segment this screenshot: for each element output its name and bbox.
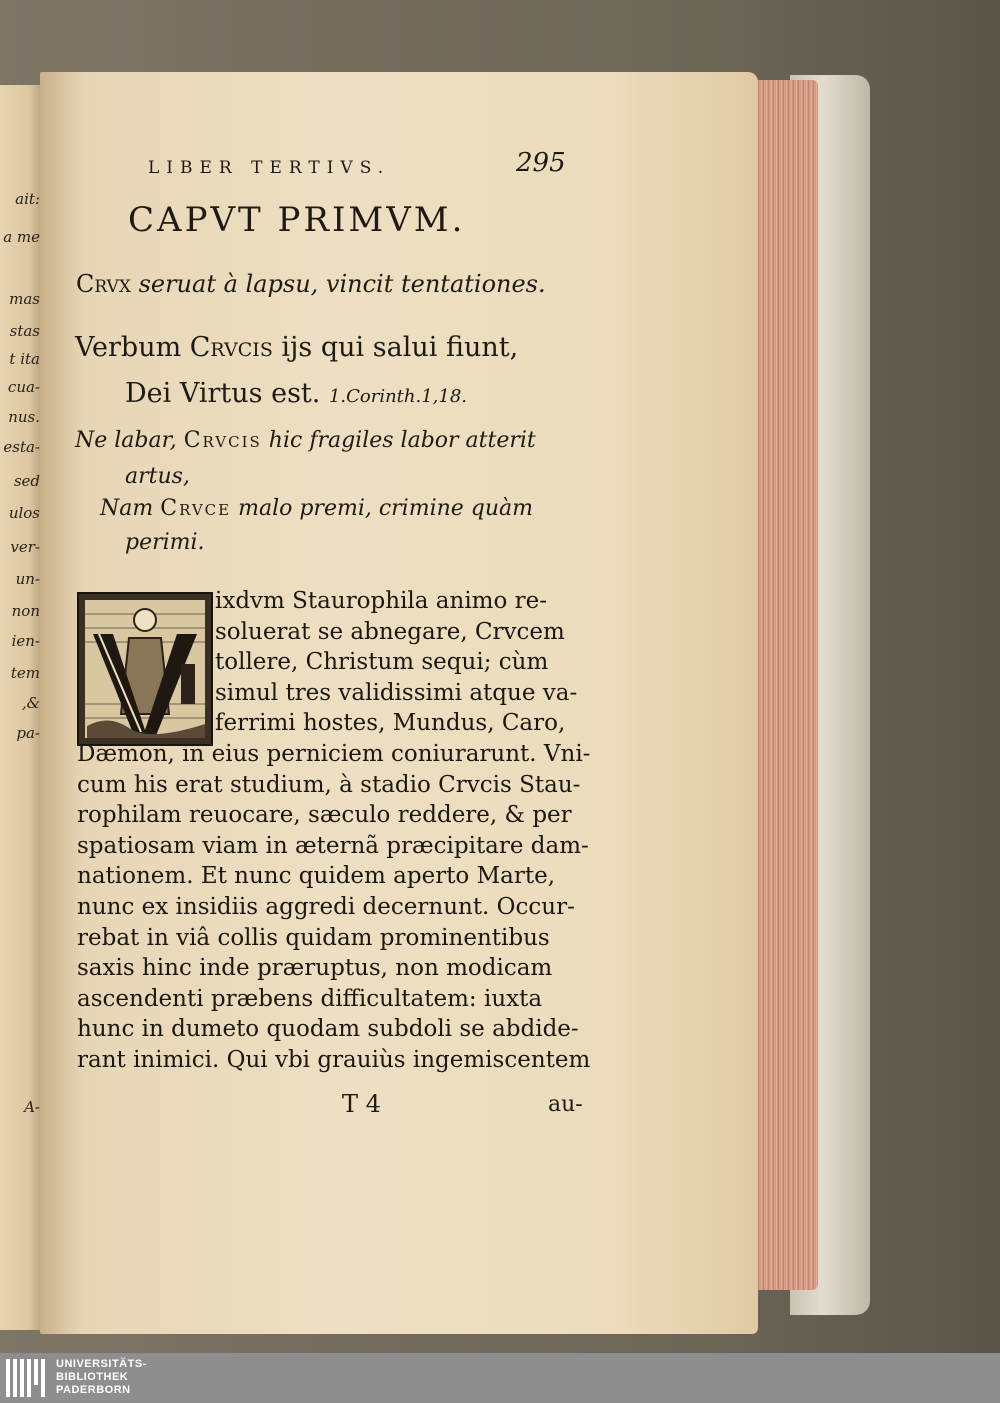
running-head: LIBER TERTIVS. [148, 158, 391, 178]
woodcut-initial-icon [79, 594, 211, 744]
page-number: 295 [516, 148, 566, 178]
verse-text-a: Verbum [75, 332, 190, 363]
poem-line-4: perimi. [125, 530, 205, 555]
poem-line-1 [75, 428, 536, 453]
left-page-fragment: mas [9, 290, 40, 308]
body-text-line: rebat in viâ collis quidam prominentibus [77, 924, 550, 951]
left-page-fragment: non [11, 602, 40, 620]
library-name-line-3: PADERBORN [56, 1384, 131, 1396]
poem-smallcaps: Crvce [160, 496, 232, 521]
motto-smallcaps: Crvx [76, 270, 131, 298]
poem-text: malo premi, crimine quàm [231, 496, 534, 521]
verse-text-b: ijs qui salui fiunt, [272, 332, 519, 363]
left-page-fragment: ,& [21, 694, 40, 712]
body-text-line: ascendenti præbens difficultatem: iuxta [77, 985, 543, 1012]
verse-reference: 1.Corinth.1,18. [328, 386, 468, 407]
body-text-line: spatiosam viam in æternã præcipitare dam- [77, 832, 589, 859]
left-page-fragment: ait: [15, 190, 40, 208]
verse-smallcaps: Crvcis [189, 332, 273, 363]
scripture-verse-line-2 [125, 378, 467, 409]
chapter-title: CAPVT PRIMVM. [128, 200, 466, 240]
verse-text-c: Dei Virtus est. [125, 378, 329, 409]
left-page-fragment: a me [3, 228, 40, 246]
left-page-fragment: tem [10, 664, 40, 682]
library-logo-icon [6, 1359, 48, 1397]
left-page-fragment: nus. [8, 408, 40, 426]
left-page-fragment: esta- [3, 438, 40, 456]
left-page-fragment: ver- [10, 538, 40, 556]
poem-text: Nam [100, 496, 161, 521]
library-name-line-1: UNIVERSITÄTS- [56, 1358, 147, 1370]
body-text-line: simul tres validissimi atque va- [215, 679, 578, 706]
left-page-fragment: ien- [11, 632, 40, 650]
library-name [56, 1358, 147, 1397]
left-page-fragment: ulos [8, 504, 40, 522]
body-text-line: soluerat se abnegare, Crvcem [215, 618, 565, 645]
body-text-line: nationem. Et nunc quidem aperto Marte, [77, 863, 556, 890]
left-page-fragment: A- [24, 1098, 40, 1116]
body-text-line: ixdvm Staurophila animo re- [215, 588, 548, 614]
library-name-line-2: BIBLIOTHEK [56, 1371, 129, 1383]
body-text-line: saxis hinc inde præruptus, non modicam [77, 955, 553, 982]
signature-mark: T 4 [342, 1090, 381, 1118]
body-text-line: rant inimici. Qui vbi grauiùs ingemiscentem [77, 1047, 591, 1073]
poem-text: hic fragiles labor atterit [261, 428, 536, 453]
poem-line-2: artus, [125, 464, 190, 489]
left-page-fragment: sed [13, 472, 40, 490]
decorated-initial-v [77, 592, 213, 746]
library-footer [0, 1353, 1000, 1403]
catchword: au- [548, 1092, 583, 1117]
poem-smallcaps: Crvcis [183, 428, 262, 453]
left-page-fragment: un- [15, 570, 40, 588]
body-text-line: hunc in dumeto quodam subdoli se abdide- [77, 1016, 579, 1043]
body-text-line: rophilam reuocare, sæculo reddere, & per [77, 802, 572, 829]
poem-text: Ne labar, [75, 428, 184, 453]
left-page-fragment: cua- [7, 378, 40, 396]
left-page-fragment: pa- [16, 724, 40, 742]
body-text-line: ferrimi hostes, Mundus, Caro, [215, 710, 566, 737]
scripture-verse-line-1 [75, 332, 518, 363]
body-text-line: tollere, Christum sequi; cùm [215, 649, 549, 676]
chapter-motto [76, 270, 546, 298]
body-text-line: cum his erat studium, à stadio Crvcis Stau- [77, 771, 581, 798]
left-page-fragment: t ita [9, 350, 40, 368]
motto-text: seruat à lapsu, vincit tentationes. [130, 270, 546, 298]
body-text-line: Dæmon, in eius perniciem coniurarunt. Vni- [77, 741, 591, 767]
left-page-fragment: stas [9, 322, 40, 340]
poem-line-3 [100, 496, 533, 521]
body-text-line: nunc ex insidiis aggredi decernunt. Occur- [77, 894, 575, 920]
